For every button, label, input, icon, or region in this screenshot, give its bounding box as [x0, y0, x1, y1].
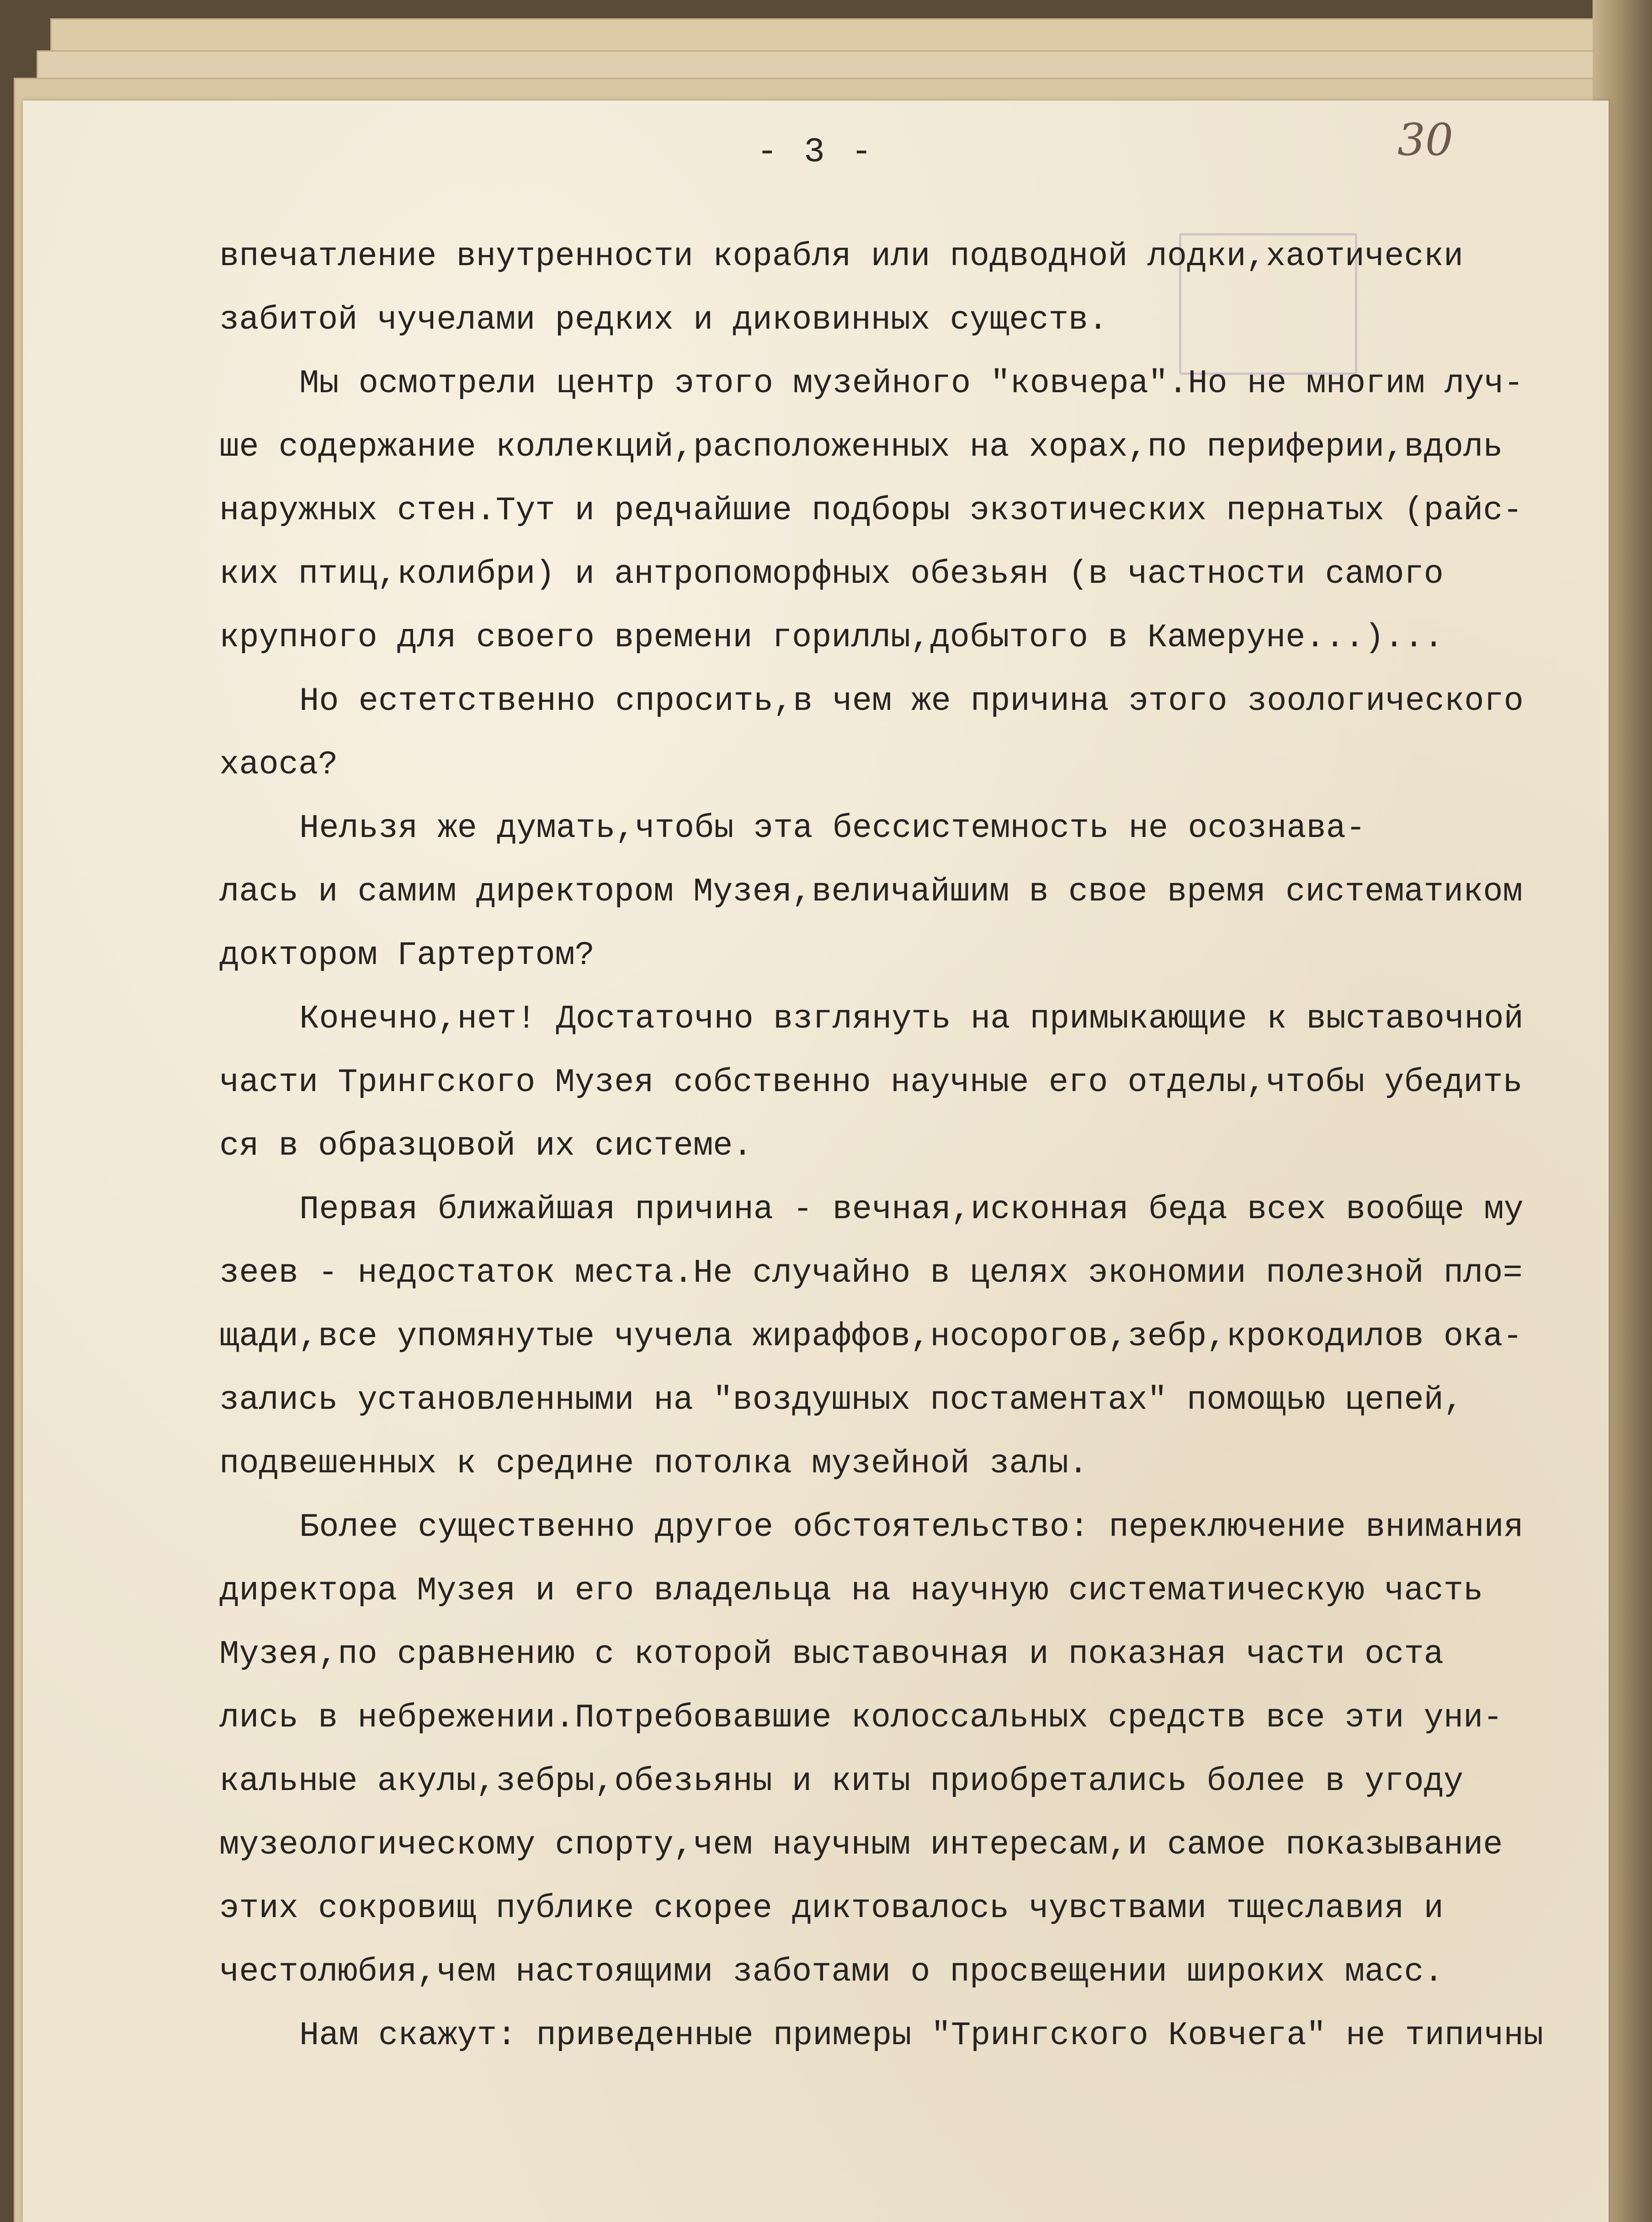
text-line: Первая ближайшая причина - вечная,исконная беда всех вообще му	[299, 1191, 1524, 1228]
text-line: ше содержание коллекций,расположенных на хорах,по периферии,вдоль	[219, 428, 1503, 466]
text-line: Более существенно другое обстоятельство: переключение внимания	[299, 1508, 1524, 1546]
text-line: ких птиц,колибри) и антропоморфных обезьян (в частности самого	[219, 555, 1444, 593]
text-line: ся в образцовой их системе.	[219, 1127, 753, 1165]
text-line: хаоса?	[219, 746, 338, 783]
text-line: лись в небрежении.Потребовавшие колоссальных средств все эти уни-	[219, 1699, 1503, 1737]
text-line: крупного для своего времени гориллы,добытого в Камеруне...)...	[219, 619, 1444, 656]
text-line: Нельзя же думать,чтобы эта бессистемность не осознава-	[299, 810, 1366, 847]
text-line: части Трингского Музея собственно научные его отделы,чтобы убедить	[219, 1064, 1523, 1101]
text-line: зались установленными на "воздушных постаментах" помощью цепей,	[219, 1381, 1464, 1419]
text-line: Мы осмотрели центр этого музейного "ковчера".Но не многим луч-	[299, 365, 1524, 402]
text-line: Музея,по сравнению с которой выставочная и показная части оста	[219, 1636, 1444, 1673]
archive-folio-number: 30	[1397, 114, 1453, 165]
text-line: доктором Гартертом?	[219, 937, 595, 974]
text-line: Но естетственно спросить,в чем же причина этого зоологического	[299, 682, 1524, 720]
text-line: музеологическому спорту,чем научным интересам,и самое показывание	[219, 1826, 1503, 1864]
body-text	[219, 225, 1609, 2067]
text-line: подвешенных к средине потолка музейной залы.	[219, 1445, 1089, 1482]
text-line: директора Музея и его владельца на научную систематическую часть	[219, 1572, 1483, 1609]
text-line: честолюбия,чем настоящими заботами о просвещении широких масс.	[219, 1953, 1444, 1991]
page-number: - 3 -	[756, 133, 875, 172]
text-line: Конечно,нет! Достаточно взглянуть на примыкающие к выставочной	[299, 1000, 1524, 1038]
text-line: забитой чучелами редких и диковинных существ.	[219, 301, 1108, 339]
text-line: зеев - недостаток места.Не случайно в целях экономии полезной пло=	[219, 1254, 1523, 1292]
text-line: этих сокровищ публике скорее диктовалось чувствами тщеславия и	[219, 1890, 1444, 1927]
text-line: щади,все упомянутые чучела жираффов,носорогов,зебр,крокодилов ока-	[219, 1318, 1523, 1355]
text-line: лась и самим директором Музея,величайшим в свое время систематиком	[219, 873, 1523, 911]
text-line: Нам скажут: приведенные примеры "Трингского Ковчега" не типичны	[299, 2017, 1544, 2054]
text-line: наружных стен.Тут и редчайшие подборы экзотических пернатых (райс-	[219, 492, 1523, 529]
text-line: впечатление внутренности корабля или подводной лодки,хаотически	[219, 238, 1464, 275]
typewritten-page	[23, 101, 1609, 2222]
text-line: кальные акулы,зебры,обезьяны и киты приобретались более в угоду	[219, 1763, 1464, 1800]
